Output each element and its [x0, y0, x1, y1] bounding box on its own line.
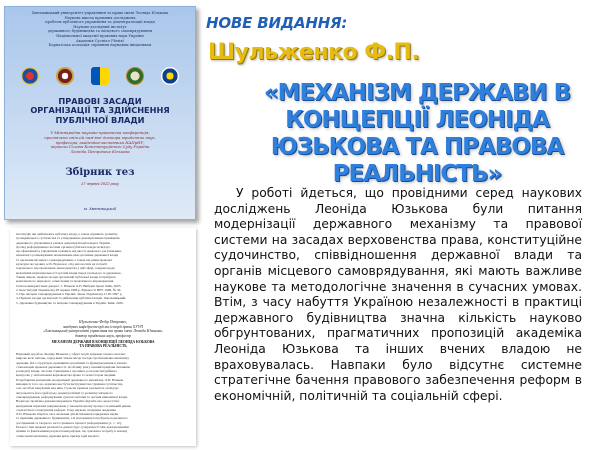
cover-description-line: V Міжнародна науково-практична конференція, [50, 130, 150, 135]
page-text-line: становлення правової державності. Особливу увагу вчений приділяв питанням [16, 364, 130, 369]
page-text-line: осмисленні механізму держави крізь призму ідей вченого. [16, 433, 101, 438]
page-text-line: Водночас практика державотворення в Україні свідчить про недостатнє [16, 399, 120, 404]
article-page-body-text [16, 352, 190, 438]
article-author-line: Шульженко Федір Петрович, [78, 320, 128, 324]
cover-description-line: професора, академіка-засновника НАПрНУ, [55, 139, 145, 145]
cover-title-line: ОРГАНІЗАЦІЇ ТА ЗДІЙСНЕННЯ [30, 105, 170, 116]
page-text-line: державного управління в умовах децентралізації влади в Україні. [16, 240, 111, 245]
page-text-line: належного розмежування повноважень між органами державної влади [16, 253, 119, 258]
article-page-author [20, 320, 186, 338]
cover-publisher-line: Науково-дослідний інститут [73, 24, 127, 29]
page-text-line: актуальність його ідей щодо децентралізації та розвитку місцевого [16, 390, 113, 395]
page-text-line: культури посадових осіб. Водночас слід наголосити на потребі [16, 262, 107, 267]
association-emblem-icon [161, 67, 179, 85]
page-text-line: контролю у забезпеченні верховенства права та захисті прав людини. [16, 373, 117, 378]
cover-publisher-line: Хмельницький університет управління та права імені Леоніда Юзькова [31, 11, 169, 15]
author-name: Шульженко Ф.П. [208, 40, 420, 65]
cover-publisher-line: Національної академії правових наук України [56, 33, 144, 38]
page-text-line: Досвід реформування системи органів публічної влади засвідчує, [16, 244, 111, 249]
article-author-line: «Хмельницький університет управління та права імені Леоніда Юзькова» [42, 329, 163, 334]
cover-publisher-line: проблем публічного управління та децентралізації влади [45, 20, 155, 25]
page-text-line: Л.П. Юзькова зберігає своє значення для вітчизняної юридичної науки [16, 412, 119, 417]
page-text-line: виходив із того, що держава має бути інструментом служіння суспільству, [16, 382, 123, 387]
page-text-line: комплексного наукового осмислення та практичного впровадження. [16, 279, 115, 284]
page-text-line: 5. Державне будівництво та місцеве самоврядування в Україні. Київ, 2020. [16, 300, 124, 305]
page-text-line: стратегічного планування реформ. Тому наукова спадщина академіка [16, 407, 116, 412]
page-text-line: інституції, які здійснюють публічну владу, а також сприяють розвитку [16, 232, 118, 236]
article-page-heading [16, 340, 190, 349]
article-author-line: завідувач кафедри теорії та історії права ХУУП [63, 324, 143, 329]
article-heading-line: МЕХАНІЗМ ДЕРЖАВИ В КОНЦЕПЦІЇ ЛЕОНІДА ЮЗЬКОВА [51, 340, 155, 344]
cover-publisher-line: Академія Суспілл (Чехія) [75, 38, 125, 43]
page-text-line: Разом із тим правова реальність демонструє суперечності між декларованими [16, 425, 129, 430]
page-text-line: та практики державного будівництва, а її положення потребують подальшого [16, 416, 128, 421]
cover-description-line: Леоніда Петровича Юзькова [70, 149, 130, 155]
publication-summary: У роботі йдеться, що провідними серед наукових досліджень Леоніда Юзькова були питання модернізації державного механізму та правової системи на засадах верховенства права, конституційне судочинство, співвідношення державної влади та органів місцевого самоврядування, які мають важливе наукове та методологічне значення в сучасних умовах. Втім, з часу набуття Україною незалежності в практиці державного будівництва значна кількість науково обгрунтованих, прагматичних пропозицій академіка Леоніда Юзькова та інших вчених владою не враховувалась. Навпаки було відсутнє системне стратегічне бачення правового забезпечення реформ в економічній, політичній та соціальній сфері. [214, 186, 582, 403]
cover-date: 17 червня 2022 року [81, 181, 119, 186]
research-school-emblem-icon [56, 67, 74, 85]
academy-emblem-icon [126, 67, 144, 85]
page-text-line: механізмів відповідальності органів влади перед громадою та державою. [16, 270, 122, 275]
page-text-line: та органами місцевого самоврядування, а також від рівня правової [16, 257, 113, 262]
cover-publisher-line: Карпатська асоціація сприяння науковим ініціативам [48, 43, 152, 48]
cover-description-line: присвячена світлій пам'яті доктора юридичних наук, [44, 134, 156, 140]
institute-emblem-icon [91, 67, 109, 85]
article-page [10, 228, 196, 446]
page-text-line: 3. Про місцеве самоврядування в Україні: Закон України від 21.05.1997 р. [16, 292, 123, 297]
page-text-line: що ефективність управління залежить від якості правового регулювання, [16, 249, 122, 254]
cover-publisher-line: Наукова школа правових досліджень [64, 15, 136, 20]
cover-subtitle: Збірник тез [65, 167, 135, 178]
page-text-line: а не засобом панування над ним. Сучасна правова реальність засвідчує [16, 386, 119, 391]
page-text-line: широке коло питань, серед яких чільне місце посідає проблематика механізму [16, 356, 130, 361]
cover-logos [13, 65, 187, 87]
cover-title [11, 97, 189, 125]
cover-description-line: першого Голови Конституційного Суду України [50, 144, 150, 150]
page-text-line: врахування наукових напрацювань у законотворчому процесі та низький рівень [16, 403, 131, 408]
cover-publisher-line: державного будівництва та місцевого самоврядування [47, 29, 153, 34]
page-text-line: громадянського суспільства та утвердженню демократичних принципів [16, 236, 120, 241]
cover-title-line: ПРАВОВІ ЗАСАДИ [58, 96, 142, 106]
page-text-line: 4. Правові засади організації та здійснення публічної влади. Хмельницький. [16, 296, 127, 301]
page-text-line: Науковий доробок Леоніда Юзькова у сфері теорії держави і права охоплює [16, 352, 126, 356]
book-cover [4, 6, 196, 220]
page-text-line: дослідження та творчого застосування в процесі реформування [1, с. 12]. [16, 420, 122, 425]
page-text-line: 2. Конституція України від 28 червня 1996 р. Відомості ВРУ. 1996. № 30. [16, 287, 122, 292]
cover-title-line: ПУБЛІЧНОЇ ВЛАДИ [55, 114, 145, 125]
article-author-line: доктор юридичних наук, професор [74, 333, 132, 338]
article-heading-line: ТА ПРАВОВА РЕАЛЬНІСТЬ [79, 344, 127, 349]
page-text-line: Розробляючи концепцію модернізації державного механізму, Л.П. Юзьков [16, 377, 124, 382]
publication-title: «МЕХАНІЗМ ДЕРЖАВИ В КОНЦЕПЦІЇ ЛЕОНІДА ЮЗЬКОВА ТА ПРАВОВА РЕАЛЬНІСТЬ» [263, 80, 571, 187]
article-page-top-text [16, 232, 190, 305]
page-text-line: подальшого вдосконалення законодавства у цій сфері, зокрема щодо [16, 266, 115, 271]
page-text-line: самоврядування, реформування судової системи та органів виконавчої влади. [16, 394, 128, 399]
new-edition-label: НОВЕ ВИДАННЯ: [206, 14, 348, 32]
cover-description [15, 131, 185, 155]
cover-publishers [11, 11, 189, 48]
university-emblem-icon [21, 67, 39, 85]
page-text-line: цілями та фактичними результатами реформ, що зумовлює потребу в новому [16, 429, 128, 434]
cover-city: м. Хмельницький [84, 206, 116, 211]
page-text-line: Таким чином, правові засади організації публічної влади потребують [16, 274, 117, 279]
page-text-line: розподілу влади, системі стримувань і противаг, ролі конституційного [16, 369, 118, 374]
page-text-line: держави, його структури, принципів організації та функціонування в умовах [16, 360, 127, 365]
page-text-line: Список використаних джерел: 1. Юзьков Л.П. Вибрані праці. Київ, 2005. [16, 283, 122, 288]
